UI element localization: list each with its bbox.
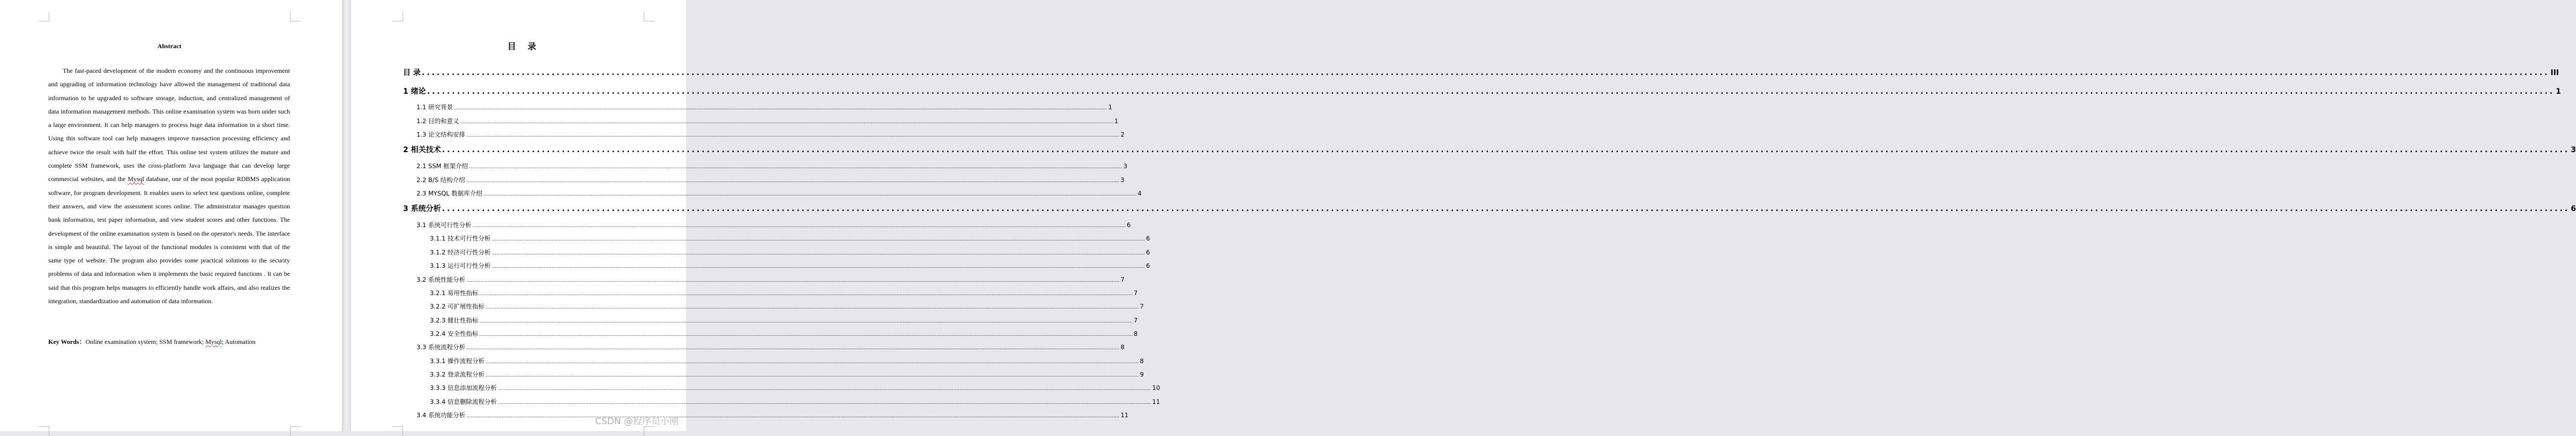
crop-mark-bottom-left bbox=[392, 426, 403, 436]
toc-leader-dots bbox=[466, 345, 1120, 351]
toc-leader-dots bbox=[472, 223, 1126, 229]
keywords-line bbox=[48, 337, 290, 346]
toc-leader-dots bbox=[460, 119, 1113, 125]
keywords-text-part1: Online examination system; SSM framework; bbox=[85, 338, 206, 345]
toc-entry-text: 3.1.2 经济可行性分析 bbox=[430, 249, 491, 256]
toc-entry[interactable] bbox=[416, 221, 1131, 229]
toc-page-number: 8 bbox=[1134, 330, 1138, 337]
toc-entry[interactable] bbox=[416, 117, 1119, 125]
toc-leader-dots bbox=[442, 146, 2570, 154]
toc-entry-text: 3.1.1 技术可行性分析 bbox=[430, 235, 491, 242]
toc-entry-text: 3 系统分析 bbox=[403, 205, 441, 213]
toc-leader-dots bbox=[466, 414, 1120, 419]
toc-entry-text: 3.1.3 运行可行性分析 bbox=[430, 262, 491, 269]
toc-entry[interactable] bbox=[430, 397, 1160, 406]
toc-leader-dots bbox=[427, 87, 2555, 96]
toc-leader-dots bbox=[466, 133, 1120, 138]
toc-page-number: 7 bbox=[1134, 289, 1138, 297]
toc-entry[interactable] bbox=[416, 103, 1112, 111]
toc-page bbox=[351, 0, 2576, 431]
toc-entry-text: 1.2 目的和意义 bbox=[416, 117, 459, 125]
toc-page-number: 1 bbox=[2556, 87, 2561, 96]
toc-entry-text: 1 绪论 bbox=[403, 87, 426, 96]
abstract-title: Abstract bbox=[157, 42, 182, 50]
toc-page-number: 3 bbox=[1120, 176, 1125, 184]
toc-page-number: 7 bbox=[1120, 276, 1125, 283]
toc-entry-text: 1.1 研究背景 bbox=[416, 103, 453, 111]
toc-entry[interactable] bbox=[430, 234, 1150, 243]
spellcheck-word[interactable]: Mysql bbox=[205, 338, 222, 345]
toc-entry[interactable] bbox=[430, 357, 1144, 365]
toc-entry-text: 3.4 系统功能分析 bbox=[416, 411, 465, 419]
abstract-text-part2: database, one of the most popular RDBMS application software, for program development. It enables users to select test questions online, complete their answers, and view the assessment scores online. The administrator manages question bank information, test paper information, and view student scores and other functions. The development of the online examination system is based on the operator's needs. The interface is simple and beautiful. The layout of the functional modules is consistent with that of the same type of website. The program also provides some practical solutions to the security problems of data and information when it implements the basic required functions . It can be said that this program helps managers to efficiently handle work affairs, and also realizes the integration, standardization and automation of data information. bbox=[48, 175, 290, 305]
toc-entry[interactable] bbox=[430, 316, 1138, 325]
toc-page-number: 6 bbox=[1146, 235, 1150, 242]
toc-entry[interactable] bbox=[416, 275, 1125, 284]
keywords-label: Key Words： bbox=[48, 338, 86, 345]
toc-page-number: 10 bbox=[1152, 384, 1160, 392]
toc-entry[interactable] bbox=[403, 67, 2559, 78]
crop-mark-top-right bbox=[290, 12, 301, 21]
toc-leader-dots bbox=[492, 251, 1145, 256]
toc-page-number: 1 bbox=[1108, 103, 1112, 111]
toc-page-number: 7 bbox=[1134, 317, 1138, 324]
toc-page-number: 3 bbox=[2571, 146, 2576, 154]
toc-entry-text: 3.2.2 可扩展性指标 bbox=[430, 303, 485, 310]
toc-leader-dots bbox=[492, 237, 1145, 242]
toc-leader-dots bbox=[486, 359, 1139, 365]
toc-leader-dots bbox=[492, 264, 1145, 269]
toc-leader-dots bbox=[486, 305, 1139, 310]
crop-mark-bottom-left bbox=[39, 426, 49, 436]
toc-page-number: 7 bbox=[1140, 303, 1144, 310]
crop-mark-top-left bbox=[392, 12, 403, 21]
toc-page-number: 6 bbox=[1146, 249, 1150, 256]
toc-page-number: 6 bbox=[2571, 205, 2576, 213]
toc-entry-text: 3.3.2 登录流程分析 bbox=[430, 371, 485, 378]
toc-page-number: 8 bbox=[1140, 357, 1144, 365]
toc-entry-text: 3.2 系统性能分析 bbox=[416, 276, 465, 283]
toc-title: 目 录 bbox=[507, 41, 541, 51]
abstract-paragraph[interactable] bbox=[48, 64, 290, 308]
toc-leader-dots bbox=[422, 69, 2550, 77]
toc-entry-text: 3.2.1 易用性指标 bbox=[430, 289, 479, 297]
toc-entry-text: 3.3 系统流程分析 bbox=[416, 343, 465, 351]
toc-entry[interactable] bbox=[416, 189, 1142, 198]
toc-page-number: 6 bbox=[1127, 221, 1131, 229]
toc-page-number: 2 bbox=[1120, 131, 1125, 138]
toc-entry[interactable] bbox=[416, 162, 1128, 170]
crop-mark-bottom-right bbox=[290, 426, 301, 436]
toc-entry-text: 3.2.4 安全性指标 bbox=[430, 330, 479, 337]
toc-entry[interactable] bbox=[430, 261, 1150, 270]
toc-entry[interactable] bbox=[430, 248, 1150, 257]
toc-entry-text: 3.3.3 信息添加流程分析 bbox=[430, 384, 497, 392]
toc-entry-text: 1.3 论文结构安排 bbox=[416, 131, 465, 138]
toc-entry[interactable] bbox=[430, 370, 1144, 379]
toc-entry[interactable] bbox=[416, 130, 1125, 139]
toc-leader-dots bbox=[454, 106, 1107, 111]
toc-entry[interactable] bbox=[430, 289, 1138, 297]
toc-entry-text: 3.3.1 操作流程分析 bbox=[430, 357, 485, 365]
toc-entry-text: 2.3 MYSQL 数据库介绍 bbox=[416, 190, 482, 197]
toc-page-number: 11 bbox=[1120, 411, 1129, 419]
toc-entry-text: 3.3.4 信息删除流程分析 bbox=[430, 398, 497, 405]
toc-entry-text: 3.1 系统可行性分析 bbox=[416, 221, 472, 229]
toc-leader-dots bbox=[498, 400, 1151, 405]
toc-entry-text: 2.1 SSM 框架介绍 bbox=[416, 162, 468, 170]
toc-leader-dots bbox=[479, 319, 1133, 324]
toc-leader-dots bbox=[483, 192, 1137, 197]
abstract-text-part1: The fast-paced development of the modern economy and the continuous improvement and upgrading of information technology have allowed the management of traditional data information to be upgraded to software storage, induction, and centralized management of data information management methods. This online examination system was born under such a large environment. It can help managers to process huge data information in a short time. Using this software tool can help managers improve transaction processing efficiency and achieve twice the result with half the effort. This online test system utilizes the mature and complete SSM framework, uses the cross-platform Java language that can develop large commercial websites, and the bbox=[48, 67, 290, 183]
toc-page-number: 11 bbox=[1152, 398, 1160, 405]
toc-entry-text: 目 录 bbox=[403, 69, 421, 77]
toc-entry-text: 3.2.3 健壮性指标 bbox=[430, 317, 479, 324]
toc-leader-dots bbox=[479, 332, 1133, 337]
toc-page-number: 3 bbox=[1123, 162, 1128, 170]
toc-leader-dots bbox=[466, 178, 1120, 184]
watermark: CSDN @程序员小刚 bbox=[595, 416, 679, 427]
toc-leader-dots bbox=[479, 291, 1133, 297]
keywords-text-part2: ; Automation bbox=[221, 338, 256, 345]
toc-page-number: 9 bbox=[1140, 371, 1144, 378]
toc-leader-dots bbox=[486, 373, 1139, 378]
toc-page-number: 1 bbox=[1114, 117, 1119, 125]
toc-entry[interactable] bbox=[403, 86, 2561, 96]
toc-entry-text: 2 相关技术 bbox=[403, 146, 441, 154]
crop-mark-top-right bbox=[644, 12, 654, 21]
toc-leader-dots bbox=[466, 278, 1120, 283]
abstract-page bbox=[0, 0, 342, 431]
toc-entry[interactable] bbox=[430, 384, 1160, 392]
crop-mark-top-left bbox=[39, 12, 49, 21]
toc-entry[interactable] bbox=[430, 329, 1138, 338]
toc-page-number: 6 bbox=[1146, 262, 1150, 269]
toc-leader-dots bbox=[442, 205, 2570, 213]
toc-entry[interactable] bbox=[403, 203, 2576, 214]
toc-entry[interactable] bbox=[403, 144, 2576, 155]
toc-entry[interactable] bbox=[416, 176, 1125, 184]
page-gutter bbox=[342, 0, 351, 431]
toc-entry-text: 2.2 B/S 结构介绍 bbox=[416, 176, 465, 184]
crop-mark-bottom-right bbox=[644, 426, 654, 436]
toc-entry[interactable] bbox=[430, 302, 1144, 311]
toc-leader-dots bbox=[469, 164, 1122, 170]
spellcheck-word[interactable]: Mysql bbox=[128, 175, 144, 183]
toc-leader-dots bbox=[498, 386, 1151, 392]
toc-page-number: 8 bbox=[1120, 343, 1125, 351]
toc-page-number: 4 bbox=[1137, 190, 1142, 197]
toc-page-number: III bbox=[2550, 69, 2559, 77]
toc-entry[interactable] bbox=[416, 343, 1125, 351]
